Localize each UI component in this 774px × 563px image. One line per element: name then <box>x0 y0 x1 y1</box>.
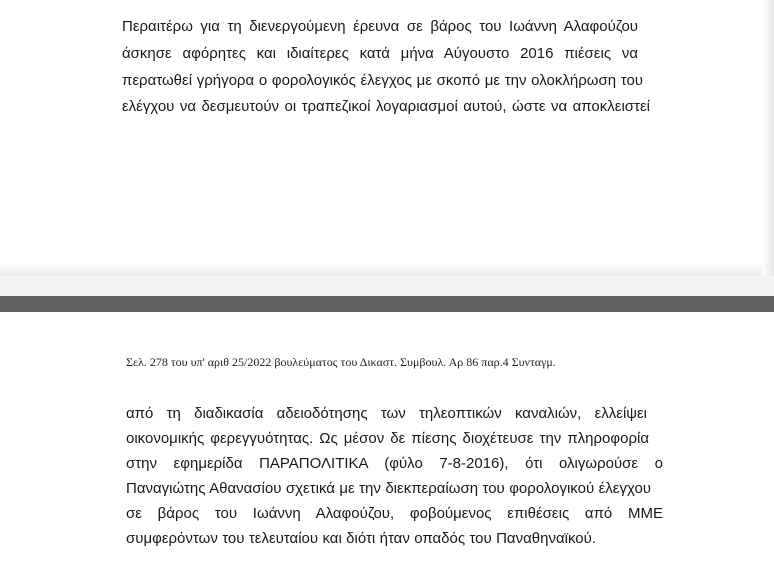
upper-page-scan <box>0 0 774 276</box>
upper-page-bottom-edge <box>0 262 774 276</box>
upper-page-right-edge <box>762 0 774 276</box>
lower-paragraph-line-6: συμφερόντων του τελευταίου και διότι ήταν οπαδός του Παναθηναϊκού. <box>126 530 596 547</box>
lower-paragraph-line-1: από τη διαδικασία αδειοδότησης των τηλεοπτικών καναλιών, ελλείψει <box>126 405 647 422</box>
upper-paragraph-line-3: περατωθεί γρήγορα ο φορολογικός έλεγχος με σκοπό με την ολοκλήρωση του <box>122 72 643 89</box>
upper-paragraph-line-4: ελέγχου να δεσμευτούν οι τραπεζικοί λογαριασμοί αυτού, ώστε να αποκλειστεί <box>122 98 650 115</box>
page-reference-footnote: Σελ. 278 του υπ' αριθ 25/2022 βουλεύματος του Δικαστ. Συμβουλ. Αρ 86 παρ.4 Συνταγμ. <box>126 355 556 369</box>
page-gap <box>0 276 774 296</box>
upper-paragraph-line-1: Περαιτέρω για τη διενεργούμενη έρευνα σε βάρος του Ιωάννη Αλαφούζου <box>122 18 638 35</box>
upper-paragraph-line-2: άσκησε αφόρητες και ιδιαίτερες κατά μήνα Αύγουστο 2016 πιέσεις να <box>122 45 638 62</box>
lower-paragraph-line-5: σε βάρος του Ιωάννη Αλαφούζου, φοβούμενος επιθέσεις από ΜΜΕ <box>126 505 663 522</box>
lower-paragraph-line-2: οικονομικής φερεγγυότητας. Ως μέσον δε πίεσης διοχέτευσε την πληροφορία <box>126 430 649 447</box>
page-divider-bar <box>0 296 774 312</box>
lower-paragraph-line-3: στην εφημερίδα ΠΑΡΑΠΟΛΙΤΙΚΑ (φύλο 7-8-2016), ότι ολιγωρούσε ο <box>126 455 663 472</box>
lower-paragraph-line-4: Παναγιώτης Αθανασίου σχετικά με την διεκπεραίωση του φορολογικού έλεγχου <box>126 480 651 497</box>
